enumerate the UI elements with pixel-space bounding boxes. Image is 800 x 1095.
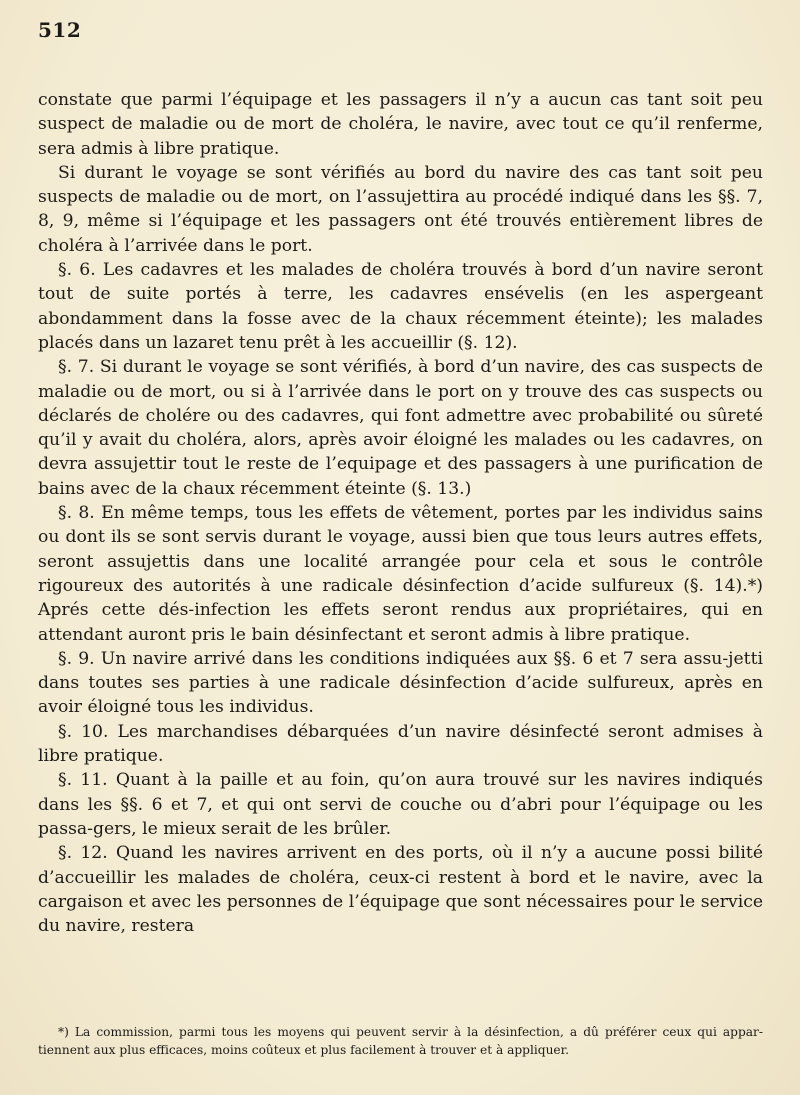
paragraph-section-8: §. 8. En même temps, tous les effets de vêtement, portes par les individus sains ou dont ils se sont servis durant le voyage, aussi bien que tous leurs autres effets, seront assujettis dans une localité arrangée pour cela et sous le contrôle rigoureux des autorités à une radicale désinfection d’acide sulfureux (§. 14).*) Aprés cette dés-infection les effets seront rendus aux propriétaires, qui en attendant auront pris le bain désinfectant et seront admis à libre pratique. (38, 503, 763, 645)
paragraph-section-6: §. 6. Les cadavres et les malades de choléra trouvés à bord d’un navire seront tout de suite portés à terre, les cadavres ensévelis (en les aspergeant abondamment dans la fosse avec de la chaux récemment éteinte); les malades placés dans un lazaret tenu prêt à les accueillir (§. 12). (38, 260, 763, 353)
paragraph-voyage-suspects: Si durant le voyage se sont vérifiés au bord du navire des cas tant soit peu suspects de maladie ou de mort, on l’assujettira au procédé indiqué dans les §§. 7, 8, 9, même si l’équipage et les passagers ont été trouvés entièrement libres de choléra à l’arrivée dans le port. (38, 162, 763, 256)
paragraph-section-12: §. 12. Quand les navires arrivent en des ports, où il n’y a aucune possi bilité d’accueillir les malades de choléra, ceux-ci restent à bord et le navire, avec la cargaison et avec les personnes de l’équipage que sont nécessaires pour le service du navire, restera (38, 843, 763, 937)
paragraph-section-10: §. 10. Les marchandises débarquées d’un navire désinfecté seront admises à libre pratique. (38, 721, 763, 767)
footnote: *) La commission, parmi tous les moyens qui peuvent servir à la désinfection, a dû préférer ceux qui appar-tiennent aux plus efficaces, moins coûteux et plus facilement à trouver et à appliquer. (38, 1025, 763, 1057)
page-number: 512 (38, 18, 82, 42)
body-text (38, 88, 763, 938)
paragraph-section-7: §. 7. Si durant le voyage se sont vérifiés, à bord d’un navire, des cas suspects de maladie ou de mort, ou si à l’arrivée dans le port on y trouve des cas suspects ou déclarés de cholére ou des cadavres, qui font admettre avec probabilité ou sûreté qu’il y avait du choléra, alors, après avoir éloigné les malades ou les cadavres, on devra assujettir tout le reste de l’equipage et des passagers à une purification de bains avec de la chaux récemment éteinte (§. 13.) (38, 357, 763, 499)
paragraph-continuation: constate que parmi l’équipage et les passagers il n’y a aucun cas tant soit peu suspect de maladie ou de mort de choléra, le navire, avec tout ce qu’il renferme, sera admis à libre pratique. (38, 90, 763, 159)
paragraph-section-11: §. 11. Quant à la paille et au foin, qu’on aura trouvé sur les navires indiqués dans les §§. 6 et 7, et qui ont servi de couche ou d’abri pour l’équipage ou les passa-gers, le mieux serait de les brûler. (38, 770, 763, 839)
paragraph-section-9: §. 9. Un navire arrivé dans les conditions indiquées aux §§. 6 et 7 sera assu-jetti dans toutes ses parties à une radicale désinfection d’acide sulfureux, après en avoir éloigné tous les individus. (38, 648, 763, 718)
